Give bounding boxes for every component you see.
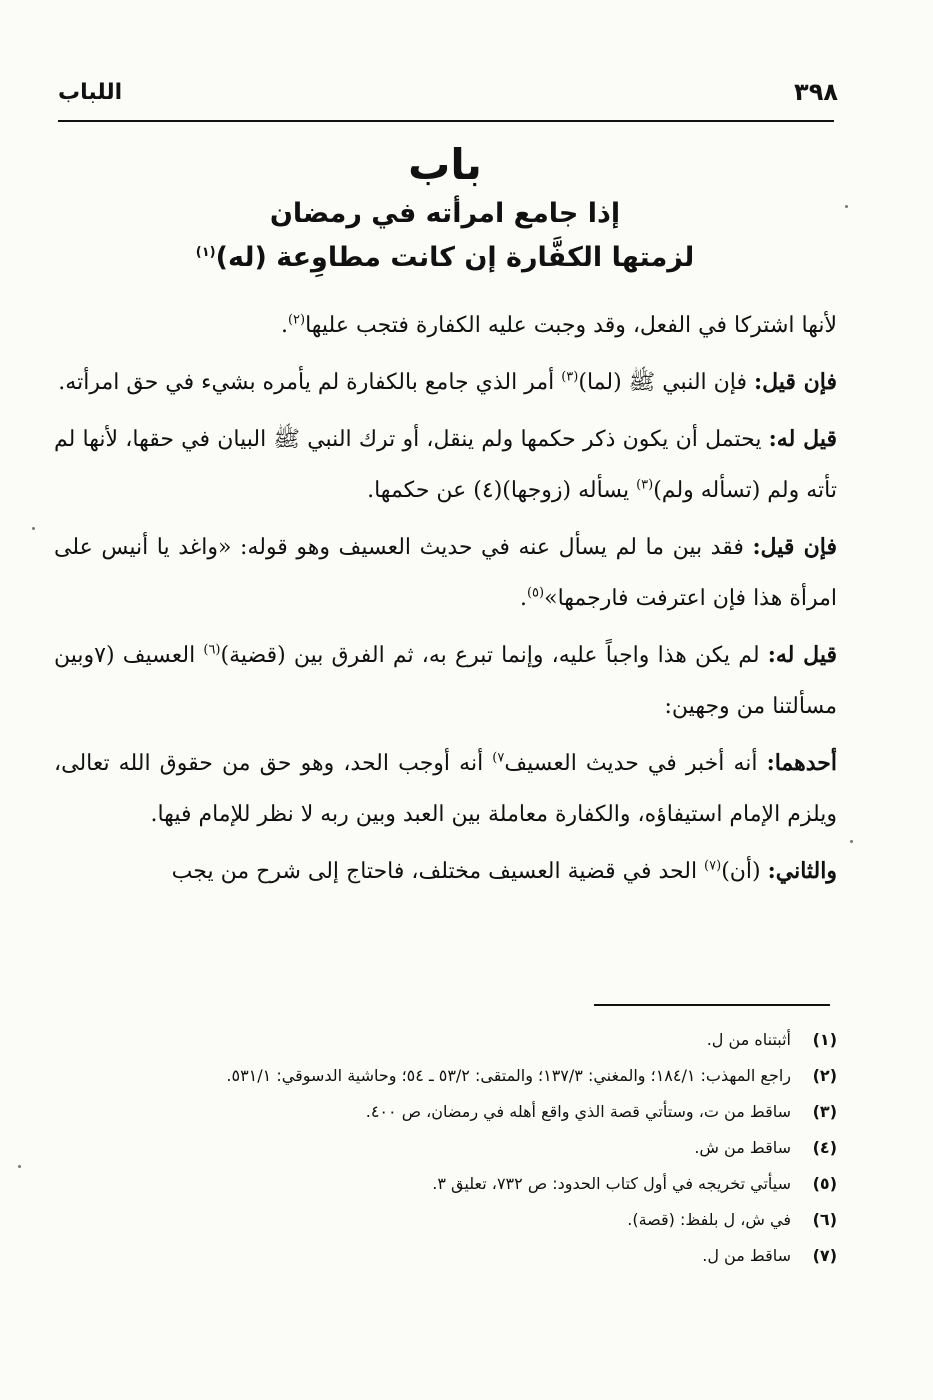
footnote-ref: (٣) bbox=[636, 477, 654, 493]
footnote-ref: (٦) bbox=[203, 642, 221, 658]
paragraph-tail: أنه أوجب الحد، وهو حق من حقوق الله تعالى، ويلزم الإمام استيفاؤه، والكفارة معاملة بين العبد وبين ربه لا نظر للإمام فيها. bbox=[54, 751, 837, 827]
footnote-ref: (٧) bbox=[704, 858, 722, 874]
paragraph-lead: قيل له: bbox=[767, 642, 837, 668]
footnote bbox=[56, 1022, 837, 1058]
paragraph-text: فقد بين ما لم يسأل عنه في حديث العسيف وهو قوله: «واغد يا أنيس على امرأة هذا فإن اعترفت فارجمها» bbox=[54, 535, 837, 611]
chapter-title-line2-text: لزمتها الكفَّارة إن كانت مطاوِعة (له) bbox=[215, 242, 695, 273]
scan-speck bbox=[18, 1165, 21, 1168]
header-rule bbox=[58, 120, 834, 122]
paragraph-lead: والثاني: bbox=[767, 858, 837, 884]
footnote bbox=[56, 1094, 837, 1130]
footnote-number: (٥) bbox=[812, 1174, 837, 1193]
footnote-number: (٣) bbox=[812, 1102, 837, 1121]
footnote-text: أثبتناه من ل. bbox=[706, 1030, 791, 1049]
footnote-ref: (٥) bbox=[526, 585, 545, 601]
paragraph-text: أنه أخبر في حديث العسيف bbox=[504, 751, 758, 776]
paragraph-tail: الحد في قضية العسيف مختلف، فاحتاج إلى شرح من يجب bbox=[171, 859, 705, 884]
chapter-title-line1: إذا جامع امرأته في رمضان bbox=[269, 198, 621, 229]
paragraph-tail: . bbox=[519, 586, 527, 611]
paragraph-tail: أمر الذي جامع بالكفارة لم يأمره بشيء في حق امرأته. bbox=[58, 370, 562, 395]
paragraph bbox=[54, 738, 837, 840]
chapter-label: باب bbox=[408, 140, 482, 189]
chapter-heading bbox=[60, 138, 830, 280]
footnote-text: ساقط من ل. bbox=[702, 1246, 791, 1265]
paragraph bbox=[54, 630, 837, 732]
footnote-text: راجع المهذب: ١٨٤/١؛ والمغني: ١٣٧/٣؛ والمتقى: ٥٣/٢ ـ ٥٤؛ وحاشية الدسوقي: ٥٣١/١. bbox=[226, 1066, 791, 1085]
page-number: ٣٩٨ bbox=[794, 78, 838, 106]
footnote-number: (٢) bbox=[812, 1066, 837, 1085]
paragraph bbox=[54, 300, 837, 351]
paragraph-lead: قيل له: bbox=[768, 426, 837, 452]
paragraph-lead: فإن قيل: bbox=[752, 534, 837, 560]
footnote bbox=[56, 1130, 837, 1166]
paragraph-text: يحتمل أن يكون ذكر حكمها ولم ينقل، أو ترك النبي ﷺ البيان في حقها، لأنها لم تأته ولم (تسأله ولم) bbox=[54, 427, 837, 503]
footnote bbox=[56, 1058, 837, 1094]
footnote bbox=[56, 1166, 837, 1202]
page-header bbox=[58, 72, 838, 112]
paragraph-tail: . bbox=[280, 313, 288, 338]
scan-speck bbox=[850, 840, 853, 843]
chapter-title-line2 bbox=[60, 236, 830, 280]
running-title: اللباب bbox=[58, 79, 123, 105]
footnote-number: (٦) bbox=[812, 1210, 837, 1229]
chapter-title-ref: (١) bbox=[195, 245, 216, 260]
paragraph bbox=[54, 357, 837, 408]
footnote-number: (١) bbox=[812, 1030, 837, 1049]
paragraph-tail: العسيف (٧وبين مسألتنا من وجهين: bbox=[54, 643, 837, 719]
paragraph bbox=[54, 414, 837, 516]
footnote-ref: (٢) bbox=[287, 312, 306, 328]
footnote-text: ساقط من ش. bbox=[694, 1138, 791, 1157]
footnote-ref: (٣) bbox=[561, 369, 579, 385]
paragraph-text: لأنها اشتركا في الفعل، وقد وجبت عليه الكفارة فتجب عليها bbox=[305, 313, 837, 338]
footnote-ref: ٧) bbox=[492, 750, 505, 766]
footnote-number: (٤) bbox=[812, 1138, 837, 1157]
paragraph-lead: فإن قيل: bbox=[754, 369, 837, 395]
footnote bbox=[56, 1238, 837, 1274]
paragraph-text: لم يكن هذا واجباً عليه، وإنما تبرع به، ثم الفرق بين (قضية) bbox=[220, 643, 760, 668]
main-text bbox=[54, 300, 837, 903]
footnote bbox=[56, 1202, 837, 1238]
footnote-number: (٧) bbox=[812, 1246, 837, 1265]
footnotes bbox=[56, 1022, 837, 1274]
paragraph bbox=[54, 846, 837, 897]
paragraph-tail: يسأله (زوجها)(٤) عن حكمها. bbox=[367, 478, 637, 503]
footnote-text: سيأتي تخريجه في أول كتاب الحدود: ص ٧٣٢، تعليق ٣. bbox=[432, 1174, 791, 1193]
paragraph-text: فإن النبي ﷺ (لما) bbox=[578, 370, 748, 395]
footnote-rule bbox=[594, 1004, 830, 1006]
paragraph-text: (أن) bbox=[721, 859, 761, 884]
scan-speck bbox=[32, 527, 35, 530]
paragraph bbox=[54, 522, 837, 624]
paragraph-lead: أحدهما: bbox=[766, 750, 838, 776]
footnote-text: ساقط من ت، وستأتي قصة الذي واقع أهله في رمضان، ص ٤٠٠. bbox=[365, 1102, 791, 1121]
scan-speck bbox=[845, 205, 848, 208]
footnote-text: في ش، ل بلفظ: (قصة). bbox=[627, 1210, 791, 1229]
